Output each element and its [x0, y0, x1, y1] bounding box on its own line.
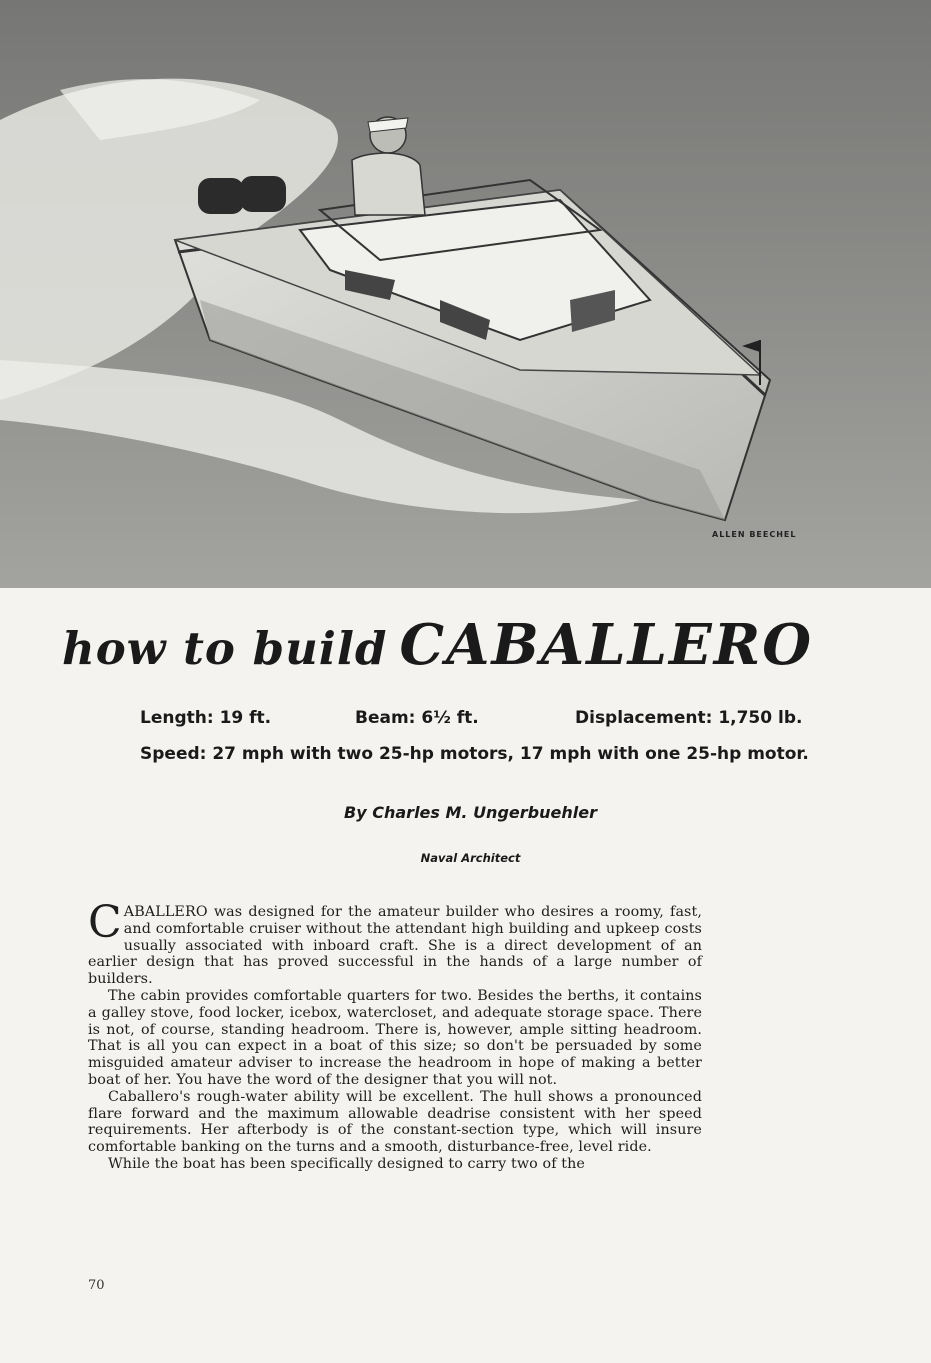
artist-signature: ALLEN BEECHEL	[712, 530, 797, 539]
specifications	[140, 708, 840, 764]
author-byline: By Charles M. Ungerbuehler	[344, 803, 597, 822]
paragraph-1	[88, 897, 702, 988]
spec-speed: Speed: 27 mph with two 25-hp motors, 17 mph with one 25-hp motor.	[140, 744, 809, 764]
article-body	[88, 897, 702, 1173]
title-prefix: how to build	[62, 622, 388, 675]
page-number: 70	[88, 1278, 105, 1293]
spec-beam: Beam: 6½ ft.	[355, 708, 479, 728]
spec-displacement: Displacement: 1,750 lb.	[575, 708, 803, 728]
paragraph-2: The cabin provides comfortable quarters for two. Besides the berths, it contains a galley stove, food locker, icebox, watercloset, and adequate storage space. There is not, of course, standing headroom. There is, however, ample sitting headroom. That is all you can expect in a boat of this size; so don't be persuaded by some misguided amateur adviser to increase the headroom in hope of making a better boat of her. You have the word of the designer that you will not.	[88, 987, 702, 1088]
title-boat-name: CABALLERO	[399, 612, 814, 678]
paragraph-1-text: ABALLERO was designed for the amateur builder who desires a roomy, fast, and comfortable cruiser without the attendant high building and upkeep costs usually associated with inboard craft. She is a direct development of an earlier design that has proved successful in the hands of a large number of builders.	[88, 904, 702, 988]
author-role: Naval Architect	[420, 851, 521, 865]
spec-length: Length: 19 ft.	[140, 708, 272, 728]
paragraph-4: While the boat has been specifically designed to carry two of the	[108, 1155, 585, 1172]
drop-cap: C	[88, 897, 122, 948]
boat-illustration	[0, 0, 931, 588]
paragraph-3: Caballero's rough-water ability will be excellent. The hull shows a pronounced flare forward and the maximum allowable deadrise consistent with her speed requirements. Her afterbody is of the constant-section type, which will insure comfortable banking on the turns and a smooth, disturbance-free, level ride.	[88, 1088, 702, 1156]
boat-illustration-icon	[0, 0, 931, 588]
page-title	[62, 612, 902, 678]
